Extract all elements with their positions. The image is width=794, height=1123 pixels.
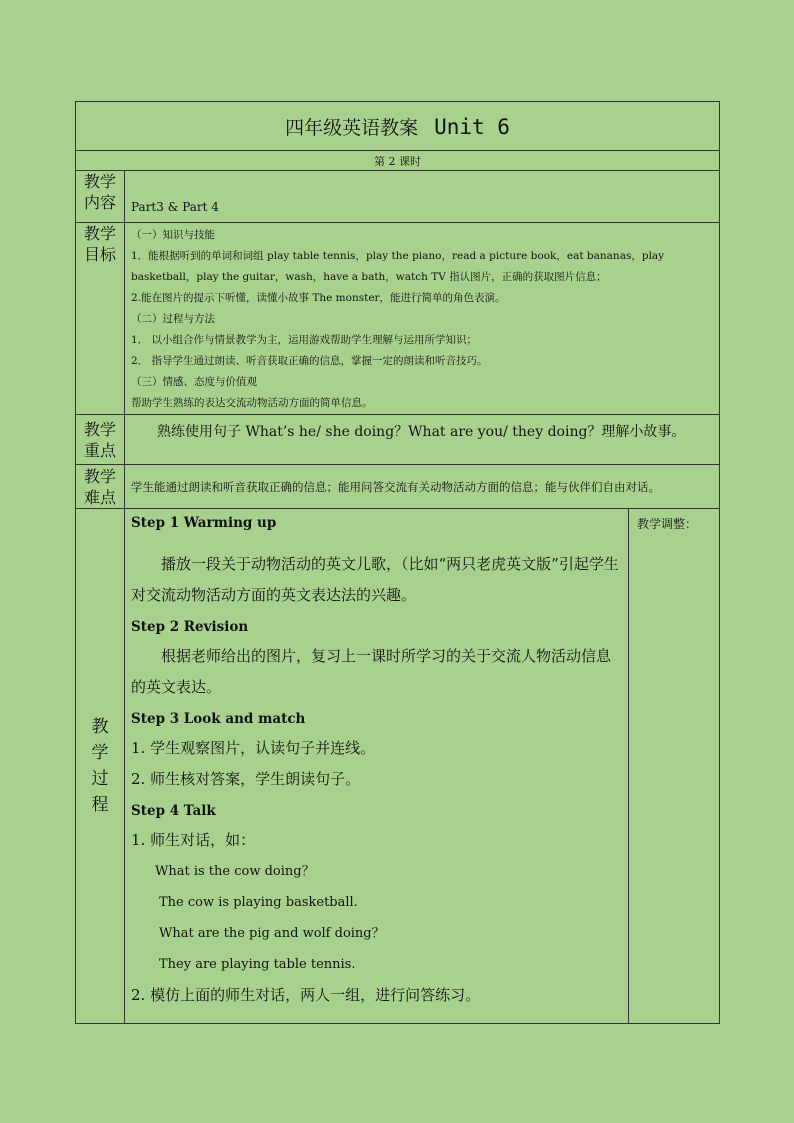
label-line: 教学 [83,466,116,486]
dialog-line: What is the cow doing？ [155,864,315,879]
dialog-line: What are the pig and wolf doing？ [159,926,385,941]
step4-title: Step 4 Talk [131,803,216,819]
dialog-line: They are playing table tennis. [159,957,356,972]
dialog-line: The cow is playing basketball. [159,895,358,910]
goal-line: 2.能在图片的提示下听懂，读懂小故事 The monster，能进行简单的角色表演。 [131,292,506,304]
focus-label [76,415,125,465]
goal-line: 帮助学生熟练的表达交流动物活动方面的简单信息。 [131,397,373,409]
label-line: 教学 [83,419,116,439]
label-char: 程 [91,795,109,815]
goals-label [76,223,125,415]
goal-line: （一）知识与技能 [131,229,215,241]
step3-item: 2. 师生核对答案，学生朗读句子。 [131,770,361,788]
content-text: Part3 & Part 4 [125,171,720,223]
goal-line: 1． 以小组合作与情景教学为主，运用游戏帮助学生理解与运用所学知识； [131,334,478,346]
goal-line: 1．能根据听到的单词和词组 play table tennis，play the piano，read a picture book，eat bananas，play basketball，play the guitar，wash，have a bath，watch TV 指认图片，正确的获取图片信息； [131,250,665,283]
label-char: 过 [91,769,109,789]
step2-text: 根据老师给出的图片，复习上一课时所学习的关于交流人物活动信息的英文表达。 [131,647,612,696]
process-content [125,509,629,1024]
lesson-plan-table [75,101,720,1024]
step4-item: 1. 师生对话，如： [131,831,256,849]
label-line: 难点 [83,487,116,507]
period-label: 第 2 课时 [76,151,720,171]
step2-title: Step 2 Revision [131,619,249,635]
step4-item: 2. 模仿上面的师生对话，两人一组，进行问答练习。 [131,986,481,1004]
goal-line: （二）过程与方法 [131,313,215,325]
step1-text: 播放一段关于动物活动的英文儿歌，（比如“两只老虎英文版”引起学生对交流动物活动方面的英文表达法的兴趣。 [131,555,619,604]
label-char: 学 [91,743,109,763]
step3-title: Step 3 Look and match [131,711,306,727]
difficulty-label [76,465,125,509]
goal-line: 2． 指导学生通过朗读、听音获取正确的信息，掌握一定的朗读和听音技巧。 [131,355,488,367]
label-line: 教学 [83,224,116,243]
step3-item: 1. 学生观察图片，认读句子并连线。 [131,739,376,757]
goals-content [125,223,720,415]
title-unit: Unit 6 [434,114,510,139]
step1-title: Step 1 Warming up [131,515,277,531]
process-label [76,509,125,1024]
title-cn: 四年级英语教案 [285,116,419,139]
label-char: 教 [91,717,109,737]
focus-text: 熟练使用句子 What’s he/ she doing？What are you/ they doing？理解小故事。 [125,415,720,465]
label-line: 重点 [83,440,116,460]
label-line: 目标 [83,245,116,264]
difficulty-text: 学生能通过朗读和听音获取正确的信息；能用问答交流有关动物活动方面的信息；能与伙伴们自由对话。 [125,465,720,509]
goal-line: （三）情感、态度与价值观 [131,376,257,388]
label-line: 内容 [83,193,116,212]
content-label [76,171,125,223]
adjust-cell [629,509,720,1024]
page-title [76,102,720,151]
adjust-label: 教学调整： [637,517,698,531]
label-line: 教学 [83,172,116,191]
